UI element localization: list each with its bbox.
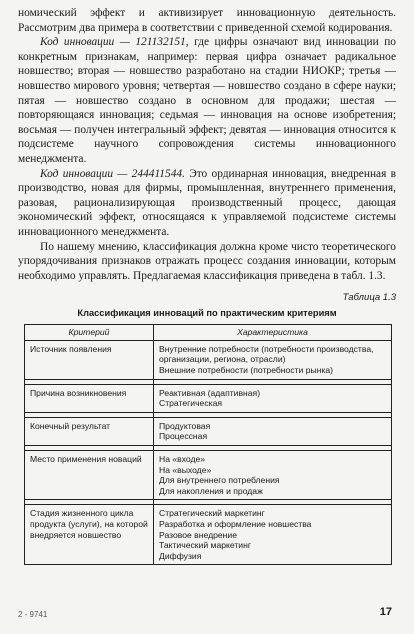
characteristic-item: Для накопления и продаж: [159, 485, 263, 496]
characteristic-item: Для внутреннего потребления: [159, 475, 280, 486]
paragraph-4: По нашему мнению, классификация должна кроме чисто теоретического упорядочивания признаков отражать процесс создания инновации, которым необходимо управлять. Предлагаемая классификация приведена в табл. 1.3.: [18, 240, 396, 282]
characteristic-cell: [154, 451, 392, 500]
characteristic-item: Стратегический маркетинг: [159, 508, 265, 519]
characteristic-item: Тактический маркетинг: [159, 540, 251, 551]
characteristic-cell: [154, 417, 392, 445]
table-number: Таблица 1.3: [342, 292, 396, 304]
paragraph-3: [18, 167, 396, 240]
page-content: [18, 6, 396, 565]
table-header-row: [25, 325, 392, 341]
printer-signature: 2 - 9741: [18, 610, 48, 619]
paragraph-2-text: где цифры означают вид инновации по конкретным признакам, например: первая цифра означает радикальное новшество; вторая — новшество разработано на стадии НИОКР; третья — новшество мирового уровня; четвертая — новшество создано в сфере науки; пятая — новшество создано в основном для продажи; шестая — повторяющаяся инновация; седьмая — инновация на основе изобретения; восьмая — получен интегральный эффект; девятая — инновация относится к подсистеме научного сопровождения системы инновационного менеджмента.: [18, 36, 396, 165]
table-row: [25, 505, 392, 565]
characteristic-cell: [154, 384, 392, 412]
criterion-cell: Стадия жизненного цикла продукта (услуги), на которой внедряется новшество: [25, 505, 154, 565]
table-row: [25, 340, 392, 379]
criterion-cell: Источник появления: [25, 340, 154, 379]
characteristic-item: Диффузия: [159, 550, 202, 561]
paragraph-2: [18, 35, 396, 166]
characteristic-cell: [154, 340, 392, 379]
paragraph-3-text: Это ординарная инновация, внедренная в производство, новая для фирмы, промышленная, внутреннего применения, разовая, рационализирующая производственный процесс, дающая экономический эффект, относящаяся к управляемой подсистеме системы инновационного менеджмента.: [18, 167, 396, 238]
page-number: 17: [379, 606, 392, 618]
code-term-2: Код инновации — 244411544.: [40, 167, 185, 180]
criterion-cell: Место применения новаций: [25, 451, 154, 500]
header-criterion: Критерий: [25, 325, 154, 341]
header-characteristic: Характеристика: [154, 325, 392, 341]
paragraph-1: номический эффект и активизирует инновационную деятельность. Рассмотрим два примера в соответствии с приведенной схемой кодирования.: [18, 7, 396, 34]
characteristic-item: Процессная: [159, 431, 208, 442]
table-row: [25, 451, 392, 500]
criterion-cell: Конечный результат: [25, 417, 154, 445]
characteristic-item: Стратегическая: [159, 398, 223, 409]
table-row: [25, 384, 392, 412]
characteristic-item: На «входе»: [159, 454, 206, 465]
characteristic-item: Внешние потребности (потребности рынка): [159, 365, 334, 376]
table-row: [25, 417, 392, 445]
classification-table: [24, 324, 392, 565]
code-term-1: Код инновации — 121132151,: [40, 36, 189, 49]
characteristic-item: На «выходе»: [159, 464, 212, 475]
table-title: Классификация инноваций по практическим критериям: [77, 308, 337, 319]
characteristic-cell: [154, 505, 392, 565]
characteristic-item: Продуктовая: [159, 420, 211, 431]
characteristic-item: Реактивная (адаптивная): [159, 387, 261, 398]
characteristic-item: Разовое внедрение: [159, 529, 237, 540]
characteristic-item: Внутренние потребности (потребности производства, организации, региона, отрасли): [159, 343, 374, 365]
characteristic-item: Разработка и оформление новшества: [159, 519, 312, 529]
criterion-cell: Причина возникновения: [25, 384, 154, 412]
